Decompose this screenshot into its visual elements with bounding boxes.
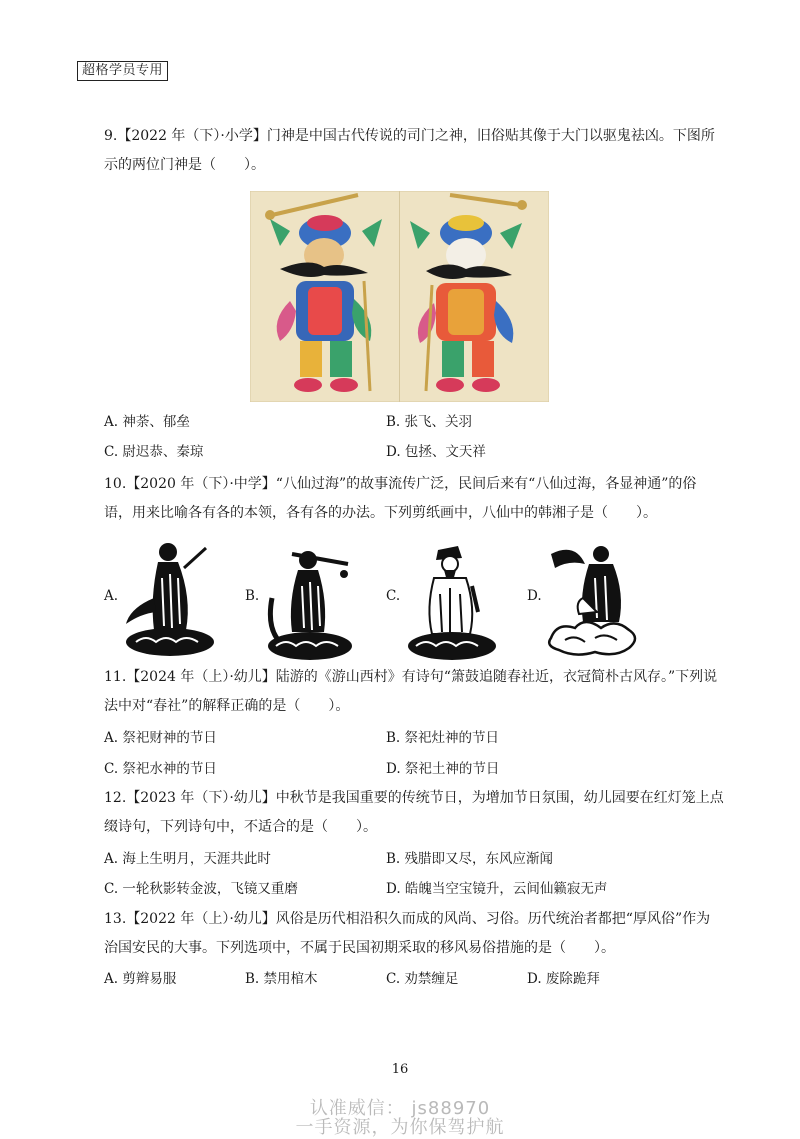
q10-option-b-label[interactable]: B. xyxy=(245,588,260,604)
question-9-stem: 9.【2022 年（下）·小学】门神是中国古代传说的司门之神，旧俗贴其像于大门以驱鬼祛凶。下图所示的两位门神是（ ）。 xyxy=(104,128,715,173)
papercut-c-image[interactable] xyxy=(404,538,498,662)
question-13-stem: 13.【2022 年（上）·幼儿】风俗是历代相沿积久而成的风尚、习俗。历代统治者都把“厚风俗”作为治国安民的大事。下列选项中，不属于民国初期采取的移风易俗措施的是（ ）。 xyxy=(104,911,711,956)
question-12-stem: 12.【2023 年（下）·幼儿】中秋节是我国重要的传统节日，为增加节日氛围，幼儿园要在红灯笼上点缀诗句，下列诗句中，不适合的是（ ）。 xyxy=(104,790,724,835)
papercut-immortal-a xyxy=(120,538,218,660)
papercut-immortal-b xyxy=(262,540,354,662)
papercut-d-image[interactable] xyxy=(545,538,641,662)
q9-option-c[interactable]: C. 尉迟恭、秦琼 xyxy=(104,444,204,460)
q12-option-c[interactable]: C. 一轮秋影转金波，飞镜又重磨 xyxy=(104,881,298,897)
door-gods-image xyxy=(250,191,549,402)
page-number: 16 xyxy=(391,1062,409,1077)
door-gods-illustration xyxy=(250,191,549,402)
q9-option-d[interactable]: D. 包拯、文天祥 xyxy=(386,444,486,460)
q10-option-d-label[interactable]: D. xyxy=(527,588,542,604)
exclusive-badge: 超格学员专用 xyxy=(77,61,168,81)
q9-option-a[interactable]: A. 神荼、郁垒 xyxy=(104,414,190,430)
question-10-stem: 10.【2020 年（下）·中学】“八仙过海”的故事流传广泛，民间后来有“八仙过海，各显神通”的俗语，用来比喻各有各的本领，各有各的办法。下列剪纸画中，八仙中的韩湘子是（ ）。 xyxy=(104,476,697,521)
papercut-a-image[interactable] xyxy=(120,538,218,660)
papercut-immortal-c xyxy=(404,538,498,662)
watermark-line-1: 认准威信： js88970 xyxy=(309,1098,491,1119)
watermark-line-2: 一手资源，为你保驾护航 xyxy=(295,1117,505,1138)
q10-option-c-label[interactable]: C. xyxy=(386,588,401,604)
q11-option-b[interactable]: B. 祭祀灶神的节日 xyxy=(386,730,500,746)
q13-option-a[interactable]: A. 剪辫易服 xyxy=(104,971,177,987)
q13-option-c[interactable]: C. 劝禁缠足 xyxy=(386,971,459,987)
q9-option-b[interactable]: B. 张飞、关羽 xyxy=(386,414,473,430)
q13-option-b[interactable]: B. 禁用棺木 xyxy=(245,971,318,987)
papercut-immortal-d xyxy=(545,538,641,662)
q11-option-d[interactable]: D. 祭祀土神的节日 xyxy=(386,761,500,777)
question-11-stem: 11.【2024 年（上）·幼儿】陆游的《游山西村》有诗句“箫鼓追随春社近，衣冠简朴古风存。”下列说法中对“春社”的解释正确的是（ ）。 xyxy=(104,669,718,714)
papercut-b-image[interactable] xyxy=(262,540,354,662)
q11-option-c[interactable]: C. 祭祀水神的节日 xyxy=(104,761,217,777)
q12-option-a[interactable]: A. 海上生明月，天涯共此时 xyxy=(104,851,271,867)
q12-option-b[interactable]: B. 残腊即又尽，东风应渐闻 xyxy=(386,851,554,867)
q11-option-a[interactable]: A. 祭祀财神的节日 xyxy=(104,730,217,746)
q10-option-a-label[interactable]: A. xyxy=(104,588,119,604)
q12-option-d[interactable]: D. 皓魄当空宝镜升，云间仙籁寂无声 xyxy=(386,881,608,897)
q13-option-d[interactable]: D. 废除跪拜 xyxy=(527,971,600,987)
